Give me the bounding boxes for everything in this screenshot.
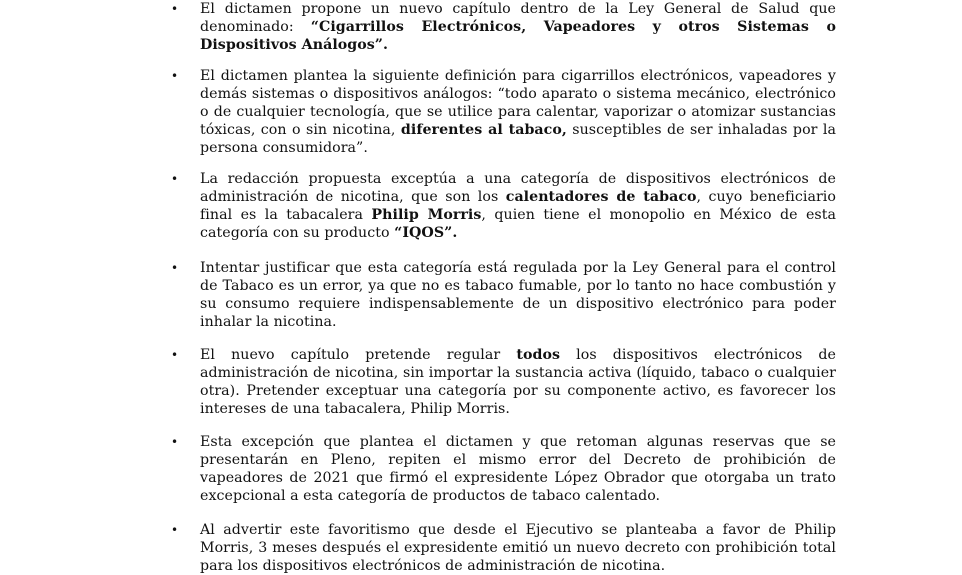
bullet-icon: • (171, 172, 179, 186)
text-run: susceptibles de ser inhaladas por la persona consumidora”. (200, 122, 837, 156)
bullet-icon: • (171, 69, 179, 83)
bold-text-run: todos (516, 347, 561, 363)
text-run: Intentar justificar que esta categoría está regulada por la Ley General para el control de Tabaco es un error, ya que no es tabaco fumable, por lo tanto no hace combustión y su consumo requiere indispensablemente de un dispositivo electrónico para poder inhalar la nicotina. (200, 260, 836, 330)
bullet-paragraph-4 (200, 259, 836, 331)
text-run: , quien tiene el monopolio en México de esta categoría con su producto (200, 207, 837, 241)
bullet-paragraph-1 (200, 0, 836, 54)
bullet-icon: • (171, 348, 179, 362)
bullet-paragraph-6 (200, 433, 836, 505)
text-run: Esta excepción que plantea el dictamen y que retoman algunas reservas que se presentarán en Pleno, repiten el mismo error del Decreto de prohibición de vapeadores de 2021 que firmó el expresidente López Obrador que otorgaba un trato excepcional a esta categoría de productos de tabaco calentado. (200, 434, 836, 504)
text-run: El dictamen propone un nuevo capítulo dentro de la Ley General de Salud que denominado: (200, 1, 836, 35)
bullet-icon: • (171, 261, 179, 275)
bold-text-run: “IQOS”. (394, 225, 458, 241)
bullet-paragraph-5 (200, 346, 836, 418)
bullet-paragraph-3 (200, 170, 836, 242)
bold-text-run: diferentes al tabaco, (400, 122, 567, 138)
bullet-paragraph-2 (200, 67, 836, 157)
bullet-icon: • (171, 435, 179, 449)
bullet-icon: • (171, 2, 179, 16)
bold-text-run: “Cigarrillos Electrónicos, Vapeadores y otros Sistemas o Dispositivos Análogos”. (200, 19, 836, 53)
text-run: Al advertir este favoritismo que desde el Ejecutivo se planteaba a favor de Philip Morris, 3 meses después el expresidente emitió un nuevo decreto con prohibición total para los dispositivos electrónicos de administración de nicotina. (200, 522, 836, 574)
text-run: El nuevo capítulo pretende regular (200, 347, 517, 363)
text-run: El dictamen plantea la siguiente definición para cigarrillos electrónicos, vapeadores y demás sistemas o dispositivos análogos: “todo aparato o sistema mecánico, electrónico o de cualquier tecnología, que se utilice para calentar, vaporizar o atomizar sustancias tóxicas, con o sin nicotina, (200, 68, 836, 138)
text-run: La redacción propuesta exceptúa a una categoría de dispositivos electrónicos de administración de nicotina, que son los (200, 171, 836, 205)
bold-text-run: calentadores de tabaco (505, 189, 697, 205)
text-run: , cuyo beneficiario final es la tabacalera (200, 189, 836, 223)
bullet-icon: • (171, 523, 179, 537)
text-run: los dispositivos electrónicos de administración de nicotina, sin importar la sustancia activa (líquido, tabaco o cualquier otra). Pretender exceptuar una categoría por su componente activo, es favorecer los intereses de una tabacalera, Philip Morris. (200, 347, 836, 417)
bold-text-run: Philip Morris (371, 207, 482, 223)
bullet-paragraph-7 (200, 521, 836, 575)
